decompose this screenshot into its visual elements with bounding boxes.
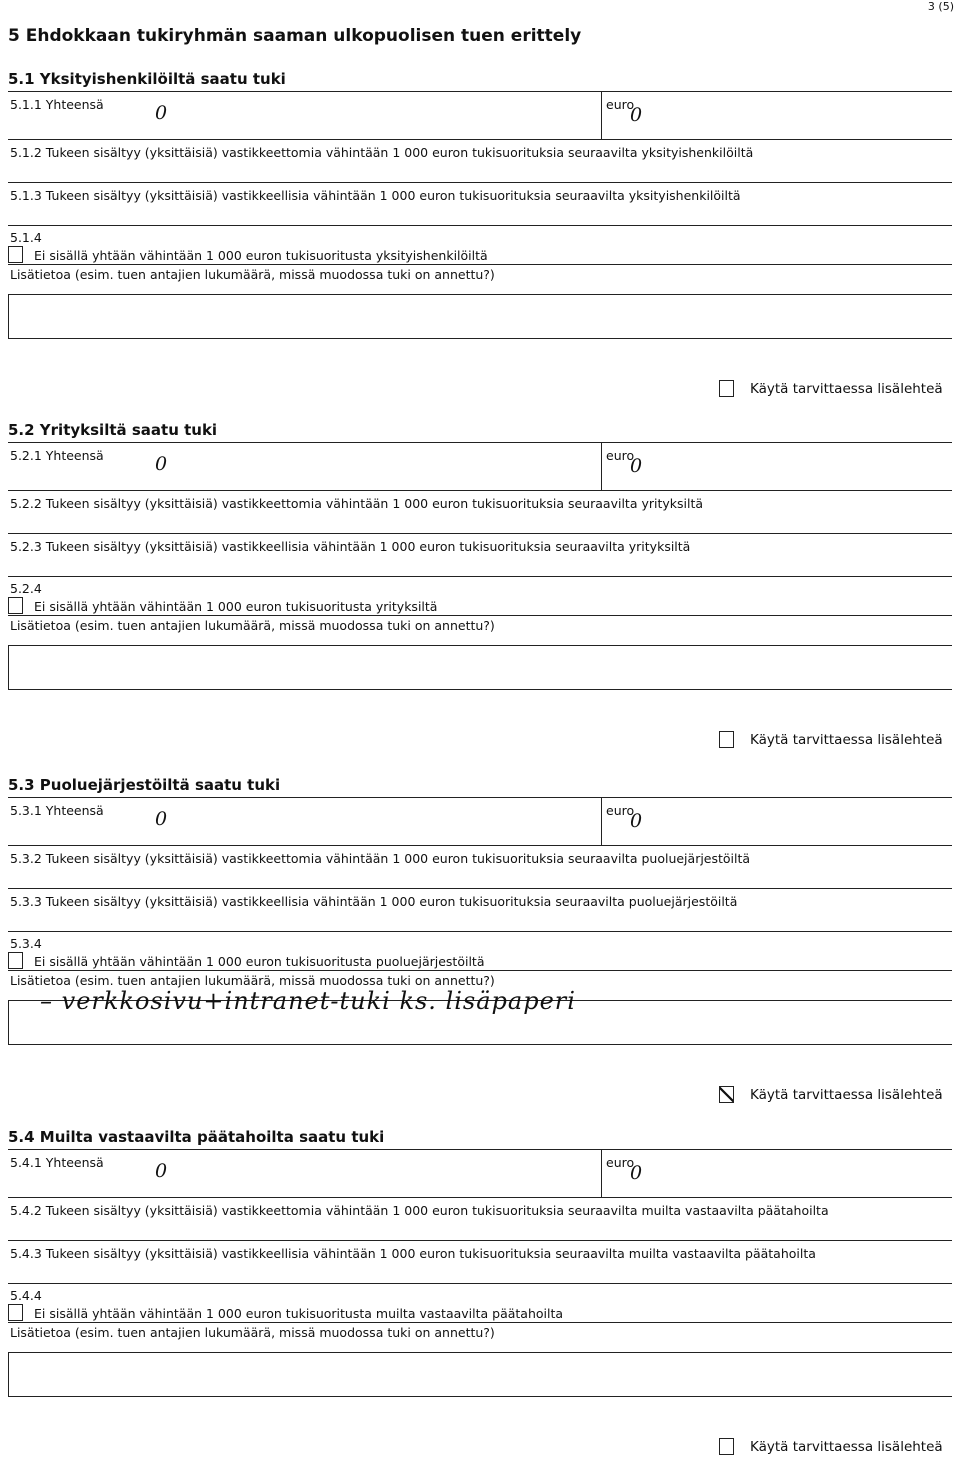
section-3-heading: 5.3 Puoluejärjestöiltä saatu tuki (8, 776, 281, 794)
section-4-heading: 5.4 Muilta vastaavilta päätahoilta saatu tuki (8, 1128, 385, 1146)
section-2-none-checkbox[interactable] (8, 597, 23, 614)
section-3-euro-label: euro (606, 803, 635, 818)
section-4-euro-value[interactable]: 0 (630, 1162, 643, 1184)
section-3-consideration-line: 5.3.3 Tukeen sisältyy (yksittäisiä) vastikkeellisia vähintään 1 000 euron tukisuorituksia seuraavilta puoluejärjestöiltä (10, 894, 738, 909)
divider (8, 615, 952, 616)
divider (601, 92, 602, 139)
section-1-attachment-checkbox[interactable] (719, 380, 734, 397)
section-2-euro-label: euro (606, 448, 635, 463)
form-section-title: 5 Ehdokkaan tukiryhmän saaman ulkopuolisen tuen erittely (8, 26, 582, 46)
section-3-item4-number: 5.3.4 (10, 936, 42, 951)
section-4-total-label: 5.4.1 Yhteensä (10, 1155, 104, 1170)
section-4-attachment-label: Käytä tarvittaessa lisälehteä (750, 1439, 943, 1455)
divider (8, 888, 952, 889)
section-4-item4-number: 5.4.4 (10, 1288, 42, 1303)
section-2-extra-info-label: Lisätietoa (esim. tuen antajien lukumäärä, missä muodossa tuki on annettu?) (10, 618, 495, 633)
divider (8, 264, 952, 265)
section-3-attachment-label: Käytä tarvittaessa lisälehteä (750, 1087, 943, 1103)
section-1-attachment-label: Käytä tarvittaessa lisälehteä (750, 381, 943, 397)
section-4-none-checkbox[interactable] (8, 1304, 23, 1321)
section-2-total-label: 5.2.1 Yhteensä (10, 448, 104, 463)
section-1-euro-label: euro (606, 97, 635, 112)
divider (8, 1396, 952, 1397)
divider (8, 931, 952, 932)
divider (8, 1240, 952, 1241)
divider (8, 490, 952, 491)
divider (8, 1283, 952, 1284)
section-1-consideration-line: 5.1.3 Tukeen sisältyy (yksittäisiä) vastikkeellisia vähintään 1 000 euron tukisuorituksia seuraavilta yksityishenkilöiltä (10, 188, 741, 203)
divider (601, 1150, 602, 1197)
divider (8, 338, 952, 339)
section-1-item4-number: 5.1.4 (10, 230, 42, 245)
page-number: 3 (5) (927, 0, 954, 13)
section-2-heading: 5.2 Yrityksiltä saatu tuki (8, 421, 218, 439)
divider (8, 689, 952, 690)
section-1-euro-value[interactable]: 0 (630, 104, 643, 126)
divider (8, 576, 952, 577)
section-3-gratuitous-line: 5.3.2 Tukeen sisältyy (yksittäisiä) vastikkeettomia vähintään 1 000 euron tukisuorituksia seuraavilta puoluejärjestöiltä (10, 851, 751, 866)
section-1-gratuitous-line: 5.1.2 Tukeen sisältyy (yksittäisiä) vastikkeettomia vähintään 1 000 euron tukisuorituksia seuraavilta yksityishenkilöiltä (10, 145, 754, 160)
section-2-extra-info-field[interactable] (8, 646, 952, 688)
divider (8, 182, 952, 183)
section-4-attachment-checkbox[interactable] (719, 1438, 734, 1455)
section-2-attachment-checkbox[interactable] (719, 731, 734, 748)
section-2-attachment-label: Käytä tarvittaessa lisälehteä (750, 732, 943, 748)
divider (8, 797, 952, 798)
divider (8, 533, 952, 534)
section-4-euro-label: euro (606, 1155, 635, 1170)
section-3-none-label: Ei sisällä yhtään vähintään 1 000 euron tukisuoritusta puoluejärjestöiltä (34, 954, 485, 969)
divider (601, 798, 602, 845)
divider (8, 225, 952, 226)
section-1-extra-info-label: Lisätietoa (esim. tuen antajien lukumäärä, missä muodossa tuki on annettu?) (10, 267, 495, 282)
divider (8, 970, 952, 971)
section-2-consideration-line: 5.2.3 Tukeen sisältyy (yksittäisiä) vastikkeellisia vähintään 1 000 euron tukisuorituksia seuraavilta yrityksiltä (10, 539, 691, 554)
section-3-extra-info-label: Lisätietoa (esim. tuen antajien lukumäärä, missä muodossa tuki on annettu?) (10, 973, 495, 988)
divider (8, 1322, 952, 1323)
section-2-euro-value[interactable]: 0 (630, 455, 643, 477)
section-3-none-checkbox[interactable] (8, 952, 23, 969)
divider (601, 443, 602, 490)
section-3-total-label: 5.3.1 Yhteensä (10, 803, 104, 818)
section-1-total-value[interactable]: 0 (155, 102, 168, 124)
section-4-extra-info-field[interactable] (8, 1353, 952, 1395)
section-3-total-value[interactable]: 0 (155, 808, 168, 830)
divider (8, 1197, 952, 1198)
section-1-extra-info-field[interactable] (8, 295, 952, 337)
section-4-gratuitous-line: 5.4.2 Tukeen sisältyy (yksittäisiä) vastikkeettomia vähintään 1 000 euron tukisuorituksia seuraavilta muilta vastaavilta päätahoilta (10, 1203, 829, 1218)
divider (8, 845, 952, 846)
divider (8, 1149, 952, 1150)
divider (8, 1044, 952, 1045)
section-3-handwritten-note: – verkkosivu+intranet-tuki ks. lisäpaperi (40, 987, 576, 1015)
divider (8, 139, 952, 140)
section-3-euro-value[interactable]: 0 (630, 810, 643, 832)
section-2-none-label: Ei sisällä yhtään vähintään 1 000 euron tukisuoritusta yrityksiltä (34, 599, 438, 614)
section-1-none-checkbox[interactable] (8, 246, 23, 263)
section-1-total-label: 5.1.1 Yhteensä (10, 97, 104, 112)
section-1-none-label: Ei sisällä yhtään vähintään 1 000 euron tukisuoritusta yksityishenkilöiltä (34, 248, 488, 263)
section-4-total-value[interactable]: 0 (155, 1160, 168, 1182)
divider (8, 442, 952, 443)
section-2-total-value[interactable]: 0 (155, 453, 168, 475)
section-2-item4-number: 5.2.4 (10, 581, 42, 596)
section-4-consideration-line: 5.4.3 Tukeen sisältyy (yksittäisiä) vastikkeellisia vähintään 1 000 euron tukisuorituksia seuraavilta muilta vastaavilta päätahoilta (10, 1246, 816, 1261)
section-1-heading: 5.1 Yksityishenkilöiltä saatu tuki (8, 70, 286, 88)
section-4-none-label: Ei sisällä yhtään vähintään 1 000 euron tukisuoritusta muilta vastaavilta päätahoilta (34, 1306, 564, 1321)
section-2-gratuitous-line: 5.2.2 Tukeen sisältyy (yksittäisiä) vastikkeettomia vähintään 1 000 euron tukisuorituksia seuraavilta yrityksiltä (10, 496, 704, 511)
divider (8, 91, 952, 92)
section-3-attachment-checkbox[interactable] (719, 1086, 734, 1103)
section-4-extra-info-label: Lisätietoa (esim. tuen antajien lukumäärä, missä muodossa tuki on annettu?) (10, 1325, 495, 1340)
